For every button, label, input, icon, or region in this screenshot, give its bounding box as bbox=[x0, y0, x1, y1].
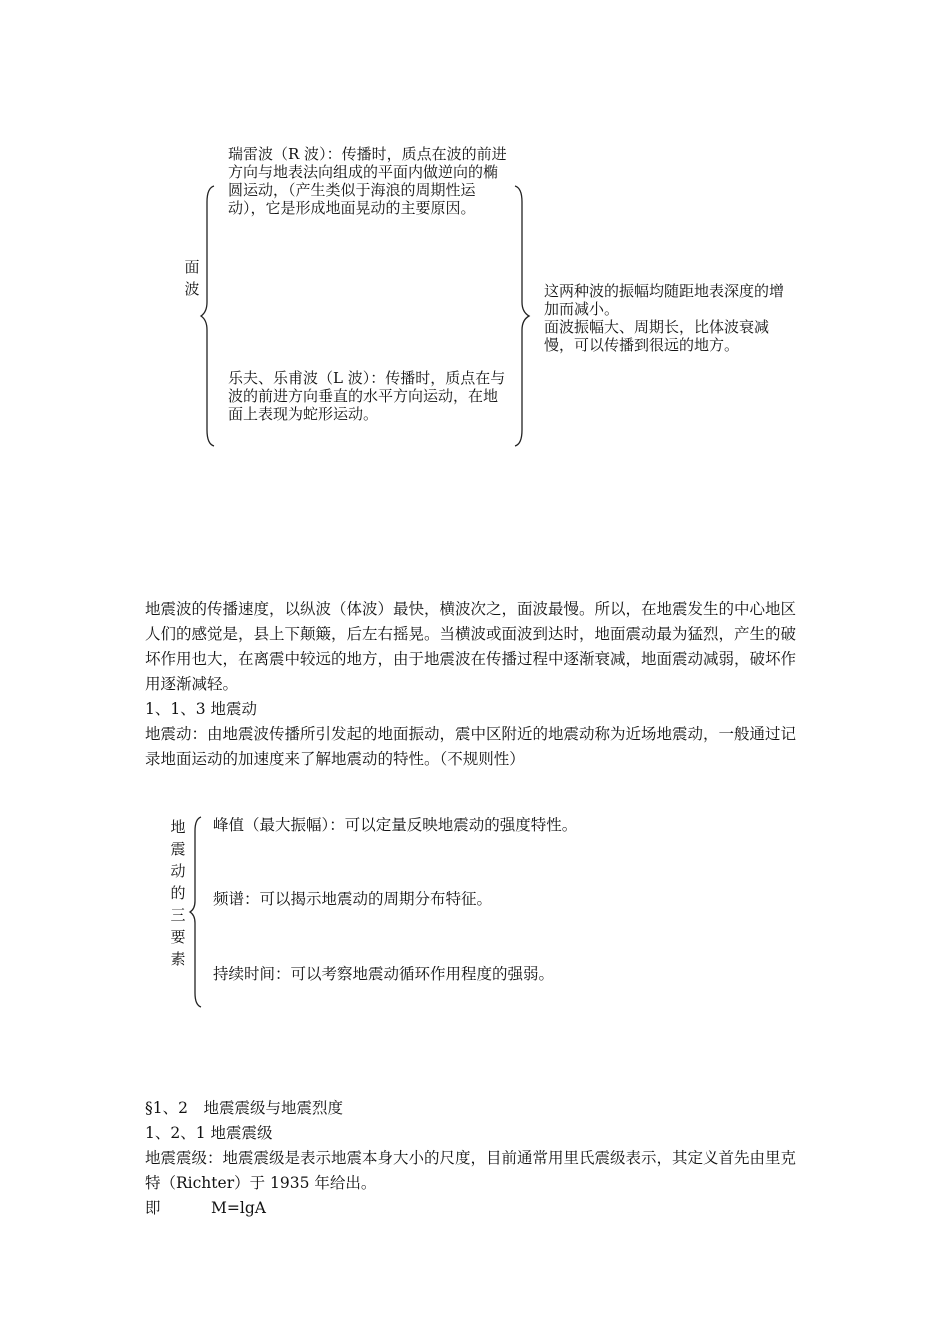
three-elements-label bbox=[170, 816, 186, 970]
surface-wave-note bbox=[544, 282, 784, 354]
label-char: 要 bbox=[170, 928, 186, 946]
note-line-1: 这两种波的振幅均随距地表深度的增加而减小。 bbox=[544, 282, 785, 318]
love-wave-text: 乐夫、乐甫波（L 波）：传播时，质点在与波的前进方向垂直的水平方向运动，在地面上表现为蛇形运动。 bbox=[228, 369, 506, 423]
rayleigh-wave-text: 瑞雷波（R 波）：传播时，质点在波的前进方向与地表法向组成的平面内做逆向的椭圆运动，（产生类似于海浪的周期性运动），它是形成地面晃动的主要原因。 bbox=[228, 145, 507, 217]
formula-prefix: 即 bbox=[145, 1199, 161, 1217]
element-peak: 峰值（最大振幅）：可以定量反映地震动的强度特性。 bbox=[213, 816, 578, 834]
label-char: 三 bbox=[170, 906, 186, 924]
note-line-2: 面波振幅大、周期长，比体波衰减慢，可以传播到很远的地方。 bbox=[544, 318, 770, 354]
heading-1-2-1: 1、2、1 地震震级 bbox=[145, 1124, 273, 1142]
label-char: 地 bbox=[170, 818, 186, 836]
elements-brace bbox=[188, 815, 206, 1009]
formula: M=lgA bbox=[211, 1199, 266, 1217]
para-ground-motion: 地震动：由地震波传播所引发起的地面振动，震中区附近的地震动称为近场地震动，一般通过记录地面运动的加速度来了解地震动的特性。（不规则性） bbox=[145, 725, 797, 768]
label-char: 面 bbox=[184, 258, 200, 276]
element-duration: 持续时间：可以考察地震动循环作用程度的强弱。 bbox=[213, 965, 555, 983]
label-char: 的 bbox=[170, 884, 186, 902]
right-brace bbox=[512, 184, 536, 448]
heading-1-1-3: 1、1、3 地震动 bbox=[145, 700, 258, 718]
element-spectrum: 频谱：可以揭示地震动的周期分布特征。 bbox=[213, 890, 493, 908]
label-char: 波 bbox=[184, 280, 200, 298]
label-char: 震 bbox=[170, 840, 186, 858]
label-char: 素 bbox=[170, 950, 186, 968]
para-magnitude: 地震震级：地震震级是表示地震本身大小的尺度，目前通常用里氏震级表示，其定义首先由里克特（Richter）于 1935 年给出。 bbox=[145, 1149, 797, 1192]
label-char: 动 bbox=[170, 862, 186, 880]
section-1-2-heading: §1、2 地震震级与地震烈度 bbox=[145, 1099, 343, 1117]
para-wave-speed: 地震波的传播速度，以纵波（体波）最快，横波次之，面波最慢。所以，在地震发生的中心地区人们的感觉是，县上下颠簸，后左右摇晃。当横波或面波到达时，地面震动最为猛烈，产生的破坏作用也大，在离震中较远的地方，由于地震波在传播过程中逐渐衰减，地面震动减弱，破坏作用逐渐减轻。 bbox=[145, 600, 797, 693]
left-brace bbox=[198, 184, 218, 448]
